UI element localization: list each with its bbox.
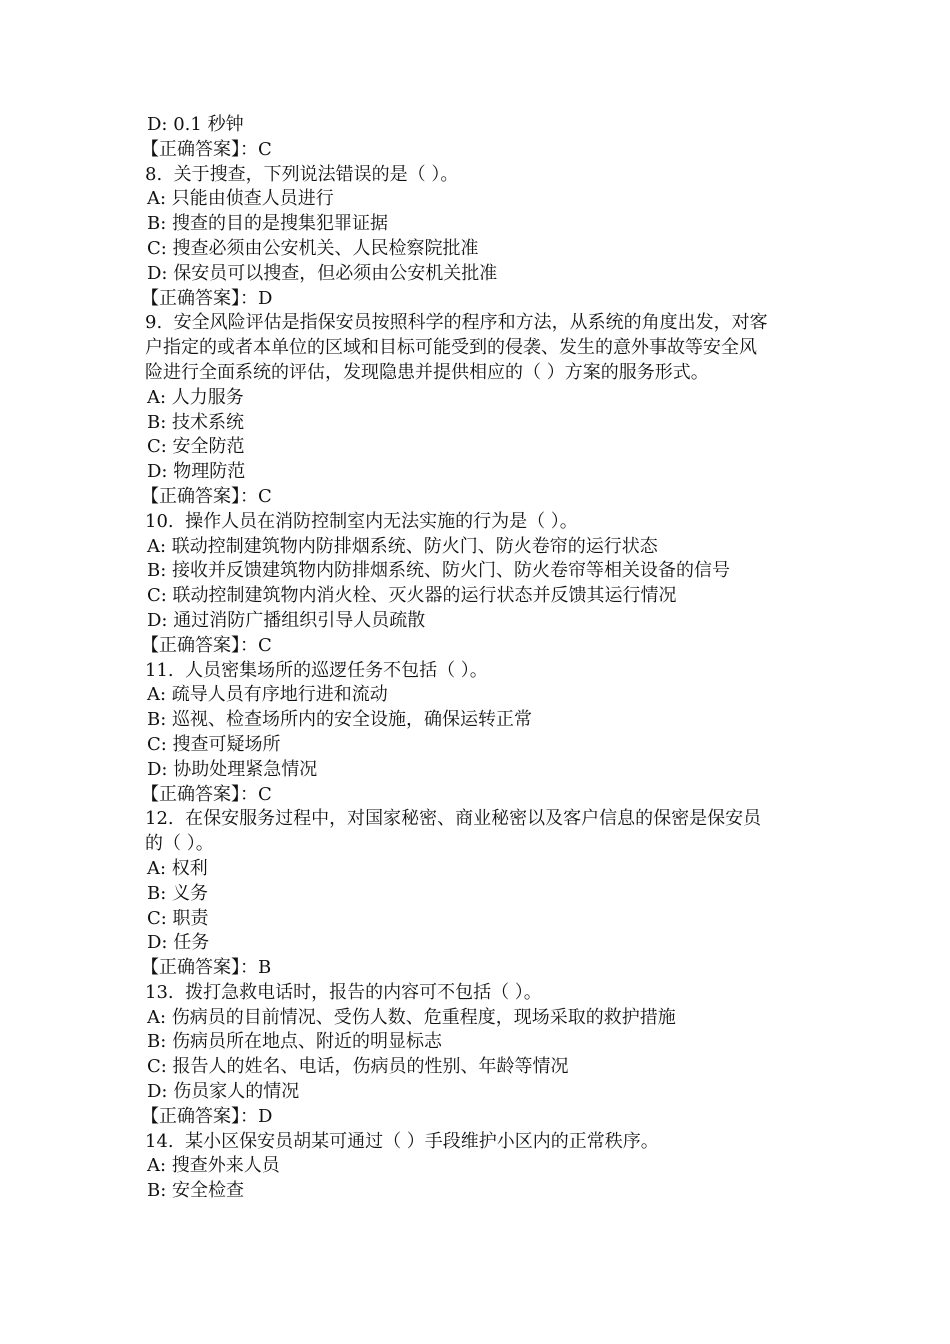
answer-option: D: 通过消防广播组织引导人员疏散 xyxy=(147,609,426,631)
correct-answer-line: 【正确答案】：C xyxy=(141,783,272,805)
answer-option: A: 联动控制建筑物内防排烟系统、防火门、防火卷帘的运行状态 xyxy=(147,535,658,557)
answer-option: B: 巡视、检查场所内的安全设施，确保运转正常 xyxy=(147,709,533,731)
answer-option: C: 报告人的姓名、电话，伤病员的性别、年龄等情况 xyxy=(147,1056,569,1078)
question-text: 9. 安全风险评估是指保安员按照科学的程序和方法，从系统的角度出发，对客 xyxy=(145,312,768,334)
answer-option: A: 人力服务 xyxy=(147,386,244,408)
answer-option: D: 0.1 秒钟 xyxy=(147,114,244,135)
document-body xyxy=(141,113,825,1204)
correct-answer-line: 【正确答案】：B xyxy=(141,957,272,979)
answer-option: D: 物理防范 xyxy=(147,461,246,483)
answer-option: A: 疏导人员有序地行进和流动 xyxy=(147,684,388,706)
question-text: 险进行全面系统的评估，发现隐患并提供相应的（ ）方案的服务形式。 xyxy=(145,361,709,383)
answer-option: B: 义务 xyxy=(147,882,209,904)
answer-option: C: 搜查可疑场所 xyxy=(147,733,281,755)
answer-option: C: 搜查必须由公安机关、人民检察院批准 xyxy=(147,237,479,259)
answer-option: C: 联动控制建筑物内消火栓、灭火器的运行状态并反馈其运行情况 xyxy=(147,585,677,607)
answer-option: D: 伤员家人的情况 xyxy=(147,1081,300,1103)
question-text: 11. 人员密集场所的巡逻任务不包括（ ）。 xyxy=(145,659,488,681)
answer-option: A: 权利 xyxy=(147,857,208,879)
question-text: 的（ ）。 xyxy=(145,833,214,855)
answer-option: D: 保安员可以搜查，但必须由公安机关批准 xyxy=(147,262,498,284)
question-text: 8. 关于搜查，下列说法错误的是（ ）。 xyxy=(145,163,459,185)
answer-option: A: 伤病员的目前情况、受伤人数、危重程度，现场采取的救护措施 xyxy=(147,1006,676,1028)
correct-answer-line: 【正确答案】：C xyxy=(141,138,272,160)
answer-option: B: 安全检查 xyxy=(147,1180,245,1202)
correct-answer-line: 【正确答案】：C xyxy=(141,634,272,656)
question-text: 12. 在保安服务过程中，对国家秘密、商业秘密以及客户信息的保密是保安员 xyxy=(145,808,762,830)
answer-option: A: 只能由侦查人员进行 xyxy=(147,188,334,210)
question-text: 13. 拨打急救电话时，报告的内容可不包括（ ）。 xyxy=(145,981,542,1003)
answer-option: D: 任务 xyxy=(147,932,210,954)
question-text: 户指定的或者本单位的区域和目标可能受到的侵袭、发生的意外事故等安全风 xyxy=(145,337,757,359)
answer-option: D: 协助处理紧急情况 xyxy=(147,758,318,780)
correct-answer-line: 【正确答案】：D xyxy=(141,1105,273,1127)
answer-option: B: 技术系统 xyxy=(147,411,245,433)
answer-option: B: 接收并反馈建筑物内防排烟系统、防火门、防火卷帘等相关设备的信号 xyxy=(147,560,731,582)
question-text: 14. 某小区保安员胡某可通过（ ）手段维护小区内的正常秩序。 xyxy=(145,1130,659,1152)
question-text: 10. 操作人员在消防控制室内无法实施的行为是（ ）。 xyxy=(145,510,578,532)
answer-option: B: 搜查的目的是搜集犯罪证据 xyxy=(147,213,389,235)
answer-option: C: 安全防范 xyxy=(147,436,245,458)
correct-answer-line: 【正确答案】：D xyxy=(141,287,273,309)
answer-option: B: 伤病员所在地点、附近的明显标志 xyxy=(147,1031,443,1053)
answer-option: C: 职责 xyxy=(147,907,209,929)
answer-option: A: 搜查外来人员 xyxy=(147,1155,280,1177)
correct-answer-line: 【正确答案】：C xyxy=(141,485,272,507)
